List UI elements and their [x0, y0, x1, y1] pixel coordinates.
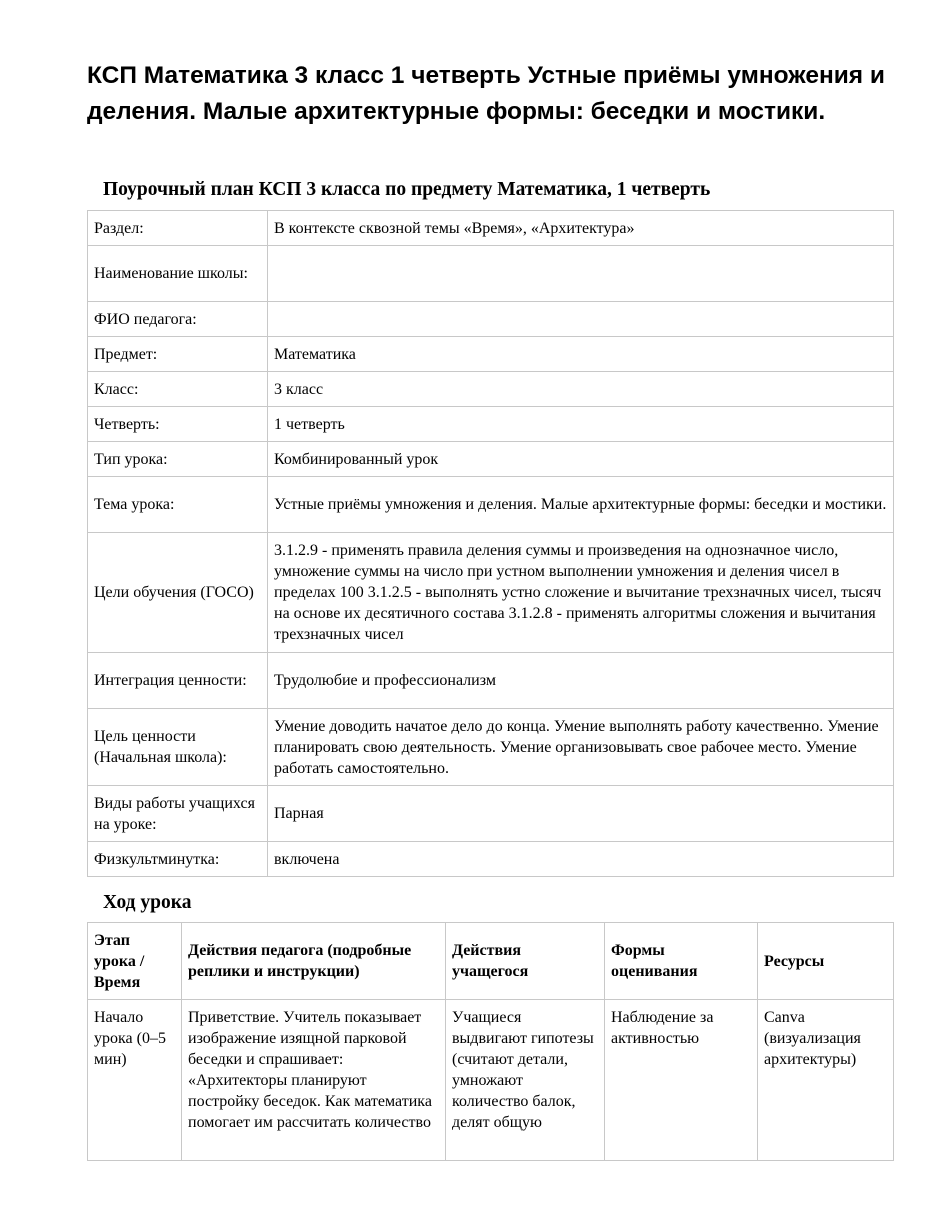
info-label: Класс:	[88, 372, 268, 407]
info-value: Трудолюбие и профессионализм	[268, 653, 894, 709]
cell-text: Учащиеся выдвигают гипотезы (считают детали, умножают количество балок, делят общую	[452, 1009, 594, 1131]
info-value	[268, 246, 894, 302]
info-label: Цели обучения (ГОСО)	[88, 533, 268, 653]
info-label: Предмет:	[88, 337, 268, 372]
info-value	[268, 302, 894, 337]
info-value: Парная	[268, 786, 894, 842]
info-value: 1 четверть	[268, 407, 894, 442]
cell-text: Наблюдение за активностью	[611, 1009, 714, 1047]
header-assessment-forms: Формы оценивания	[605, 923, 758, 1000]
info-value: Умение доводить начатое дело до конца. Умение выполнять работу качественно. Умение планировать свою деятельность. Умение организовывать свое рабочее место. Умение работать самостоятельно.	[268, 709, 894, 786]
info-row-school	[88, 246, 894, 302]
info-label: Интеграция ценности:	[88, 653, 268, 709]
info-value: включена	[268, 842, 894, 877]
info-value: 3 класс	[268, 372, 894, 407]
lesson-info-table	[87, 210, 894, 877]
plan-heading: Поурочный план КСП 3 класса по предмету Математика, 1 четверть	[103, 179, 711, 200]
info-row-section	[88, 211, 894, 246]
info-label: Цель ценности (Начальная школа):	[88, 709, 268, 786]
info-row-learning-goals	[88, 533, 894, 653]
header-teacher-actions: Действия педагога (подробные реплики и инструкции)	[182, 923, 446, 1000]
info-row-physical-break	[88, 842, 894, 877]
info-label: Четверть:	[88, 407, 268, 442]
info-label: Физкультминутка:	[88, 842, 268, 877]
info-row-work-types	[88, 786, 894, 842]
info-row-grade	[88, 372, 894, 407]
lesson-progress-heading: Ход урока	[103, 892, 192, 913]
info-row-teacher	[88, 302, 894, 337]
info-label: ФИО педагога:	[88, 302, 268, 337]
cell-resources	[758, 1000, 894, 1161]
info-value: 3.1.2.9 - применять правила деления суммы и произведения на однозначное число, умножение суммы на число при устном выполнении умножения и деления чисел в пределах 100 3.1.2.5 - выполнять устно сложение и вычитание трехзначных чисел, тысяч на основе их десятичного состава 3.1.2.8 - применять алгоритмы сложения и вычитания трехзначных чисел	[268, 533, 894, 653]
info-label: Раздел:	[88, 211, 268, 246]
cell-text: Начало урока (0–5 мин)	[94, 1009, 166, 1068]
document-title: КСП Математика 3 класс 1 четверть Устные приёмы умножения и деления. Малые архитектурные формы: беседки и мостики.	[87, 62, 885, 125]
cell-teacher-actions	[182, 1000, 446, 1161]
table-row	[88, 1000, 894, 1161]
info-row-topic	[88, 477, 894, 533]
cell-assessment	[605, 1000, 758, 1161]
info-row-lesson-type	[88, 442, 894, 477]
info-row-subject	[88, 337, 894, 372]
cell-text: Приветствие. Учитель показывает изображение изящной парковой беседки и спрашивает: «Архитекторы планируют постройку беседок. Как математика помогает им рассчитать количество	[188, 1009, 432, 1131]
info-label: Наименование школы:	[88, 246, 268, 302]
header-student-actions: Действия учащегося	[446, 923, 605, 1000]
info-value: Математика	[268, 337, 894, 372]
lesson-progress-table	[87, 922, 894, 1161]
header-stage-time: Этап урока / Время	[88, 923, 182, 1000]
cell-stage-time	[88, 1000, 182, 1161]
info-value: Комбинированный урок	[268, 442, 894, 477]
info-value: Устные приёмы умножения и деления. Малые архитектурные формы: беседки и мостики.	[268, 477, 894, 533]
header-resources: Ресурсы	[758, 923, 894, 1000]
info-label: Тип урока:	[88, 442, 268, 477]
info-label: Тема урока:	[88, 477, 268, 533]
info-value: В контексте сквозной темы «Время», «Архитектура»	[268, 211, 894, 246]
cell-student-actions	[446, 1000, 605, 1161]
info-row-values-integration	[88, 653, 894, 709]
info-label: Виды работы учащихся на уроке:	[88, 786, 268, 842]
info-row-value-goal	[88, 709, 894, 786]
info-row-quarter	[88, 407, 894, 442]
cell-text: Canva (визуализация архитектуры)	[764, 1009, 861, 1068]
table-header-row	[88, 923, 894, 1000]
